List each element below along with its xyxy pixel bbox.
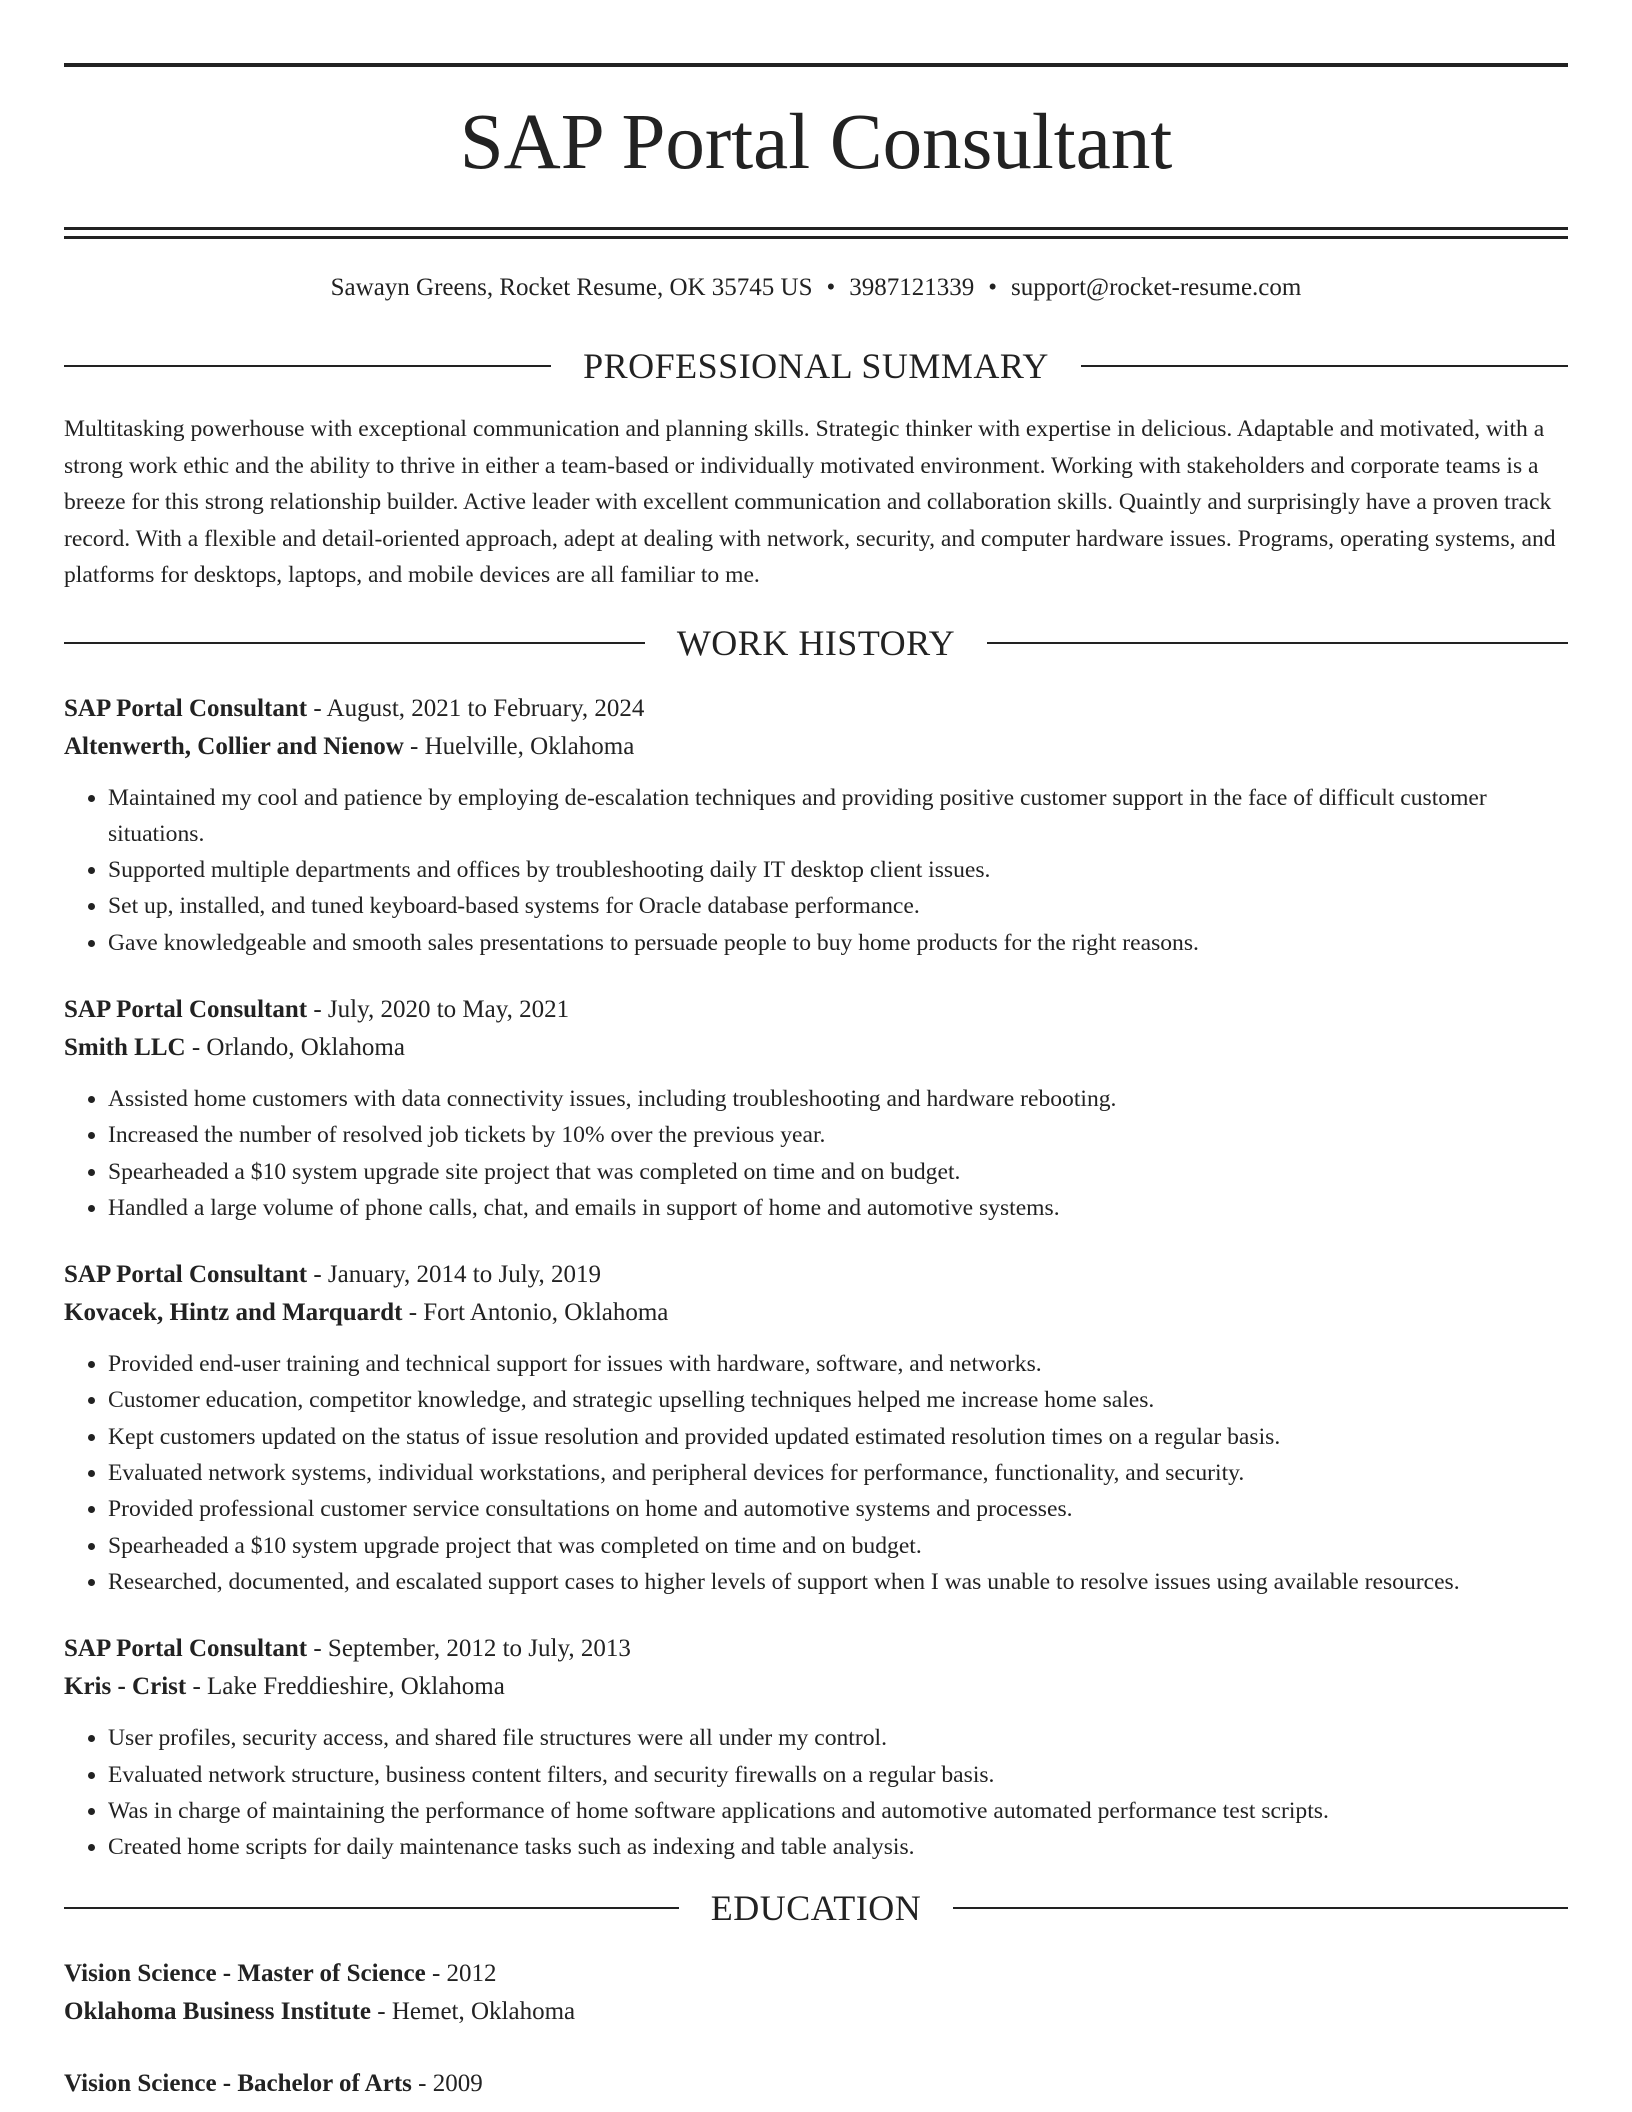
job-bullet: • Increased the number of resolved job tickets by 10% over the previous year. [108, 1117, 1568, 1153]
job-company: Altenwerth, Collier and Nienow [64, 732, 404, 760]
job-company: Kris - Crist [64, 1673, 187, 1701]
page-title: SAP Portal Consultant [459, 99, 1173, 186]
professional-summary: Multitasking powerhouse with exceptional communication and planning skills. Strategic thinker with expertise in delicious. Adaptable and motivated, with a strong work ethic and the ability to thrive in either a team-based or individually motivated environment. Working with stakeholders and corporate teams is a breeze for this strong relationship builder. Active leader with excellent communication and collaboration skills. Quaintly and surprisingly have a proven track record. With a flexible and detail-oriented approach, adept at dealing with network, security, and computer hardware issues. Programs, operating systems, and platforms for desktops, laptops, and mobile devices are all familiar to me. [64, 416, 1556, 588]
job-entry [64, 1256, 1568, 1600]
divider-line [64, 642, 645, 644]
job-company-line [64, 1668, 1568, 1706]
job-company: Kovacek, Hintz and Marquardt [64, 1299, 403, 1327]
job-dates: - January, 2014 to July, 2019 [307, 1261, 602, 1289]
job-bullet: • Customer education, competitor knowledge, and strategic upselling techniques helped me increase home sales. [108, 1382, 1568, 1418]
contact-phone: 3987121339 [849, 274, 975, 301]
job-company-line [64, 1029, 1568, 1067]
job-bullet: • Evaluated network structure, business content filters, and security firewalls on a regular basis. [108, 1757, 1568, 1793]
job-company: Smith LLC [64, 1033, 186, 1061]
job-role: SAP Portal Consultant [64, 694, 308, 722]
school-name: Oklahoma Business Institute [64, 1998, 372, 2026]
work-history-heading-text: WORK HISTORY [676, 622, 956, 663]
contact-line [64, 273, 1568, 303]
job-entry [64, 690, 1568, 961]
resume-page [64, 0, 1568, 2103]
work-history-heading [64, 622, 1568, 664]
divider-line [953, 1907, 1568, 1909]
job-dates: - August, 2021 to February, 2024 [307, 694, 645, 722]
work-history-list [64, 690, 1568, 1866]
education-heading-text: EDUCATION [710, 1888, 922, 1929]
summary-heading [64, 345, 1568, 387]
degree-line [64, 1955, 1568, 1993]
job-location: - Orlando, Oklahoma [185, 1033, 405, 1061]
contact-address: Sawayn Greens, Rocket Resume, OK 35745 US [330, 274, 813, 301]
divider-line [1081, 365, 1568, 367]
job-bullet-list [64, 780, 1568, 961]
degree-name: Vision Science - Master of Science [64, 1960, 426, 1988]
education-list [64, 1955, 1568, 2103]
education-heading [64, 1887, 1568, 1929]
school-location: - Hemet, Oklahoma [371, 1998, 576, 2026]
job-role: SAP Portal Consultant [64, 995, 308, 1023]
job-bullet: • Handled a large volume of phone calls, chat, and emails in support of home and automotive systems. [108, 1190, 1568, 1226]
education-entry [64, 2065, 1568, 2103]
job-bullet: • Created home scripts for daily maintenance tasks such as indexing and table analysis. [108, 1829, 1568, 1865]
school-line [64, 1993, 1568, 2031]
degree-line [64, 2065, 1568, 2103]
job-entry [64, 991, 1568, 1226]
job-title-line [64, 690, 1568, 728]
job-bullet-list [64, 1720, 1568, 1865]
job-title-line [64, 1630, 1568, 1668]
job-bullet: • Maintained my cool and patience by employing de-escalation techniques and providing positive customer support in the face of difficult customer situations. [108, 780, 1568, 853]
job-bullet: • Spearheaded a $10 system upgrade site project that was completed on time and on budget. [108, 1154, 1568, 1190]
job-company-line [64, 728, 1568, 766]
degree-year: - 2012 [425, 1960, 497, 1988]
job-bullet: • Assisted home customers with data connectivity issues, including troubleshooting and hardware rebooting. [108, 1081, 1568, 1117]
job-bullet: • Evaluated network systems, individual workstations, and peripheral devices for performance, functionality, and security. [108, 1455, 1568, 1491]
job-dates: - July, 2020 to May, 2021 [307, 995, 570, 1023]
job-location: - Fort Antonio, Oklahoma [402, 1299, 669, 1327]
job-dates: - September, 2012 to July, 2013 [307, 1635, 631, 1663]
divider-line [987, 642, 1568, 644]
job-role: SAP Portal Consultant [64, 1261, 308, 1289]
job-bullet: • Provided end-user training and technical support for issues with hardware, software, and networks. [108, 1346, 1568, 1382]
top-rule [64, 63, 1568, 67]
contact-email: support@rocket-resume.com [1011, 274, 1302, 301]
job-title-line [64, 991, 1568, 1029]
divider-line [64, 1907, 679, 1909]
contact-separator: • [826, 274, 836, 301]
job-entry [64, 1630, 1568, 1865]
job-company-line [64, 1294, 1568, 1332]
summary-heading-text: PROFESSIONAL SUMMARY [583, 346, 1049, 386]
job-bullet: • Gave knowledgeable and smooth sales presentations to persuade people to buy home products for the right reasons. [108, 925, 1568, 961]
job-bullet: • Spearheaded a $10 system upgrade project that was completed on time and on budget. [108, 1528, 1568, 1564]
contact-separator: • [988, 274, 998, 301]
degree-year: - 2009 [411, 2070, 483, 2098]
degree-name: Vision Science - Bachelor of Arts [64, 2070, 412, 2098]
job-bullet: • Was in charge of maintaining the performance of home software applications and automotive automated performance test scripts. [108, 1793, 1568, 1829]
job-bullet: • Set up, installed, and tuned keyboard-based systems for Oracle database performance. [108, 888, 1568, 924]
job-title-line [64, 1256, 1568, 1294]
job-bullet: • User profiles, security access, and shared file structures were all under my control. [108, 1720, 1568, 1756]
job-bullet-list [64, 1346, 1568, 1600]
education-entry [64, 1955, 1568, 2031]
divider-line [64, 365, 551, 367]
job-bullet-list [64, 1081, 1568, 1226]
job-location: - Lake Freddieshire, Oklahoma [186, 1673, 505, 1701]
job-bullet: • Provided professional customer service consultations on home and automotive systems and processes. [108, 1491, 1568, 1527]
title-double-rule [64, 227, 1568, 239]
job-bullet: • Researched, documented, and escalated support cases to higher levels of support when I was unable to resolve issues using available resources. [108, 1564, 1568, 1600]
job-bullet: • Supported multiple departments and offices by troubleshooting daily IT desktop client issues. [108, 852, 1568, 888]
job-bullet: • Kept customers updated on the status of issue resolution and provided updated estimated resolution times on a regular basis. [108, 1419, 1568, 1455]
job-role: SAP Portal Consultant [64, 1635, 308, 1663]
job-location: - Huelville, Oklahoma [403, 732, 635, 760]
